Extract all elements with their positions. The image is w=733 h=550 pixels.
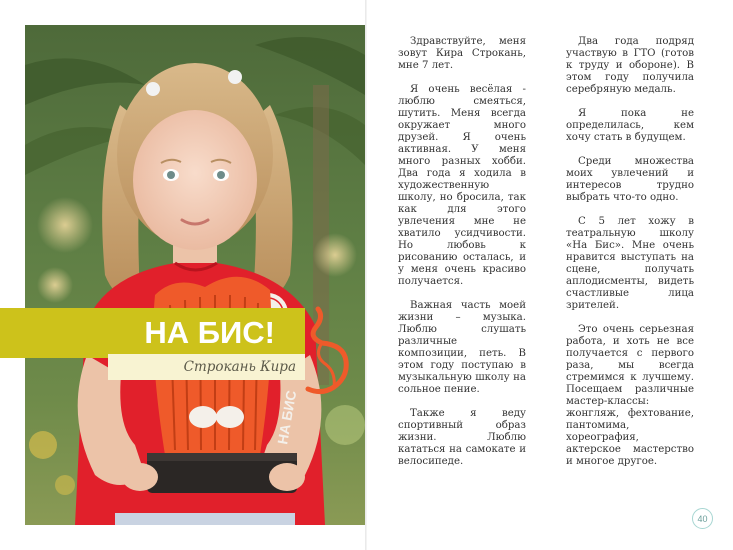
paragraph: Два года подряд участвую в ГТО (готов к труду и обороне). В этом году получила серебряную медаль. [566,36,694,95]
subtitle-band [108,354,305,380]
portrait-photo [25,25,365,525]
title-band [0,308,305,358]
page-number: 40 [692,508,713,529]
paragraph: Также я веду спортивный образ жизни. Люблю кататься на самокате и велосипеде. [398,408,526,467]
article-column-2 [566,36,694,480]
paragraph: Важная часть моей жизни – музыка. Люблю слушать различные композиции, петь. В этом году поступаю в музыкальную школу на сольное пение. [398,300,526,395]
shirt-lettering: НА БИС [274,389,300,446]
page-gutter [365,0,367,550]
paragraph: Среди множества моих увлечений и интересов трудно выбрать что-то одно. [566,156,694,203]
paragraph: Здравствуйте, меня зовут Кира Строкань, мне 7 лет. [398,36,526,71]
paragraph: С 5 лет хожу в театральную школу «На Бис». Мне очень нравится выступать на сцене, получать аплодисменты, видеть счастливые лица зрителей. [566,216,694,311]
paragraph: Я очень весёлая - люблю смеяться, шутить. Меня всегда окружает много друзей. Я очень активная. У меня много разных хобби. Два года я ходила в художественную школу, но бросила, так как для этого увлечения мне не хватило усидчивости. Но любовь к рисованию осталась, и у меня очень красиво получается. [398,84,526,287]
article-author: Строкань Кира [183,359,296,375]
paragraph: Это очень серьезная работа, и хоть не все получается с первого раза, мы всегда стремимся к лучшему. Посещаем различные мастер-классы: жонгляж, фехтование, пантомима, хореография, актерское мастерство и многое другое. [566,324,694,467]
article-title: НА БИС! [144,315,275,350]
ribbon-icon [300,305,362,397]
paragraph: Я пока не определилась, кем хочу стать в будущем. [566,108,694,143]
article-column-1 [398,36,526,480]
